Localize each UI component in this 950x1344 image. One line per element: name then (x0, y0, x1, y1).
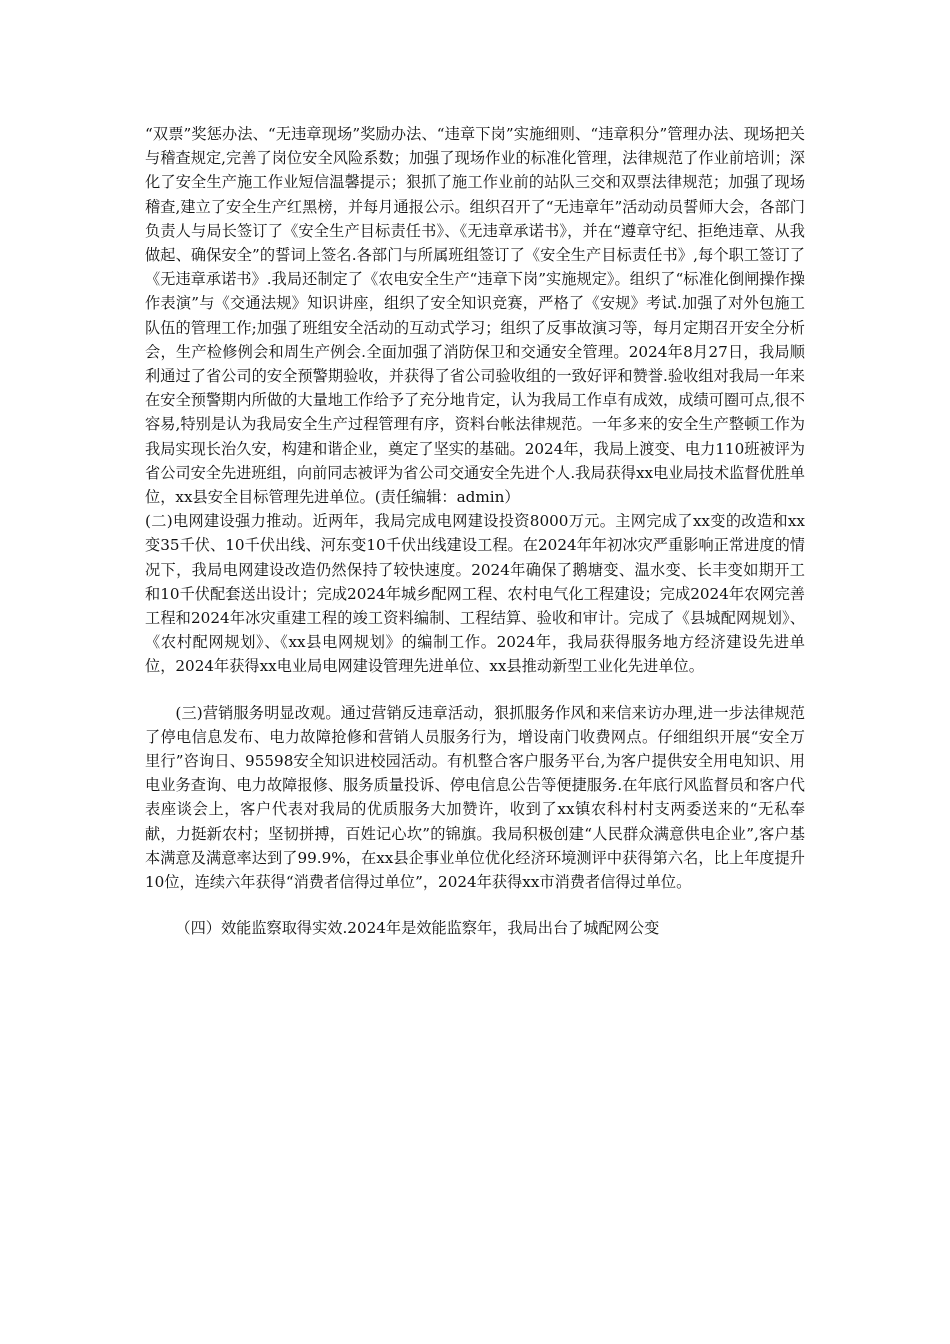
paragraph-marketing-service: (三)营销服务明显改观。通过营销反违章活动，狠抓服务作风和来信来访办理,进一步法律规范了停电信息发布、电力故障抢修和营销人员服务行为，增设南门收费网点。仔细组织开展“安全万里行”咨询日、95598安全知识进校园活动。有机整合客户服务平台,为客户提供安全用电知识、用电业务查询、电力故障报修、服务质量投诉、停电信息公告等便捷服务.在年底行风监督员和客户代表座谈会上，客户代表对我局的优质服务大加赞许，收到了xx镇农科村村支两委送来的“无私奉献，力挺新农村；坚韧拼搏，百姓记心坎”的锦旗。我局积极创建“人民群众满意供电企业”,客户基本满意及满意率达到了99.9%，在xx县企事业单位优化经济环境测评中获得第六名，比上年度提升10位，连续六年获得“消费者信得过单位”，2024年获得xx市消费者信得过单位。 (145, 703, 805, 892)
paragraph-gap (145, 894, 805, 916)
document-page (145, 122, 805, 941)
paragraph-efficiency-supervision: （四）效能监察取得实效.2024年是效能监察年，我局出台了城配网公变 (175, 919, 660, 938)
paragraph-gap (145, 679, 805, 701)
paragraph-safety-management: “双票”奖惩办法、“无违章现场”奖励办法、“违章下岗”实施细则、“违章积分”管理办法、现场把关与稽查规定,完善了岗位安全风险系数；加强了现场作业的标准化管理，法律规范了作业前培训；深化了安全生产施工作业短信温馨提示；狠抓了施工作业前的站队三交和双票法律规范；加强了现场稽查,建立了安全生产红黑榜，并每月通报公示。组织召开了“无违章年”活动动员誓师大会，各部门负责人与局长签订了《安全生产目标责任书》、《无违章承诺书》，并在“遵章守纪、拒绝违章、从我做起、确保安全”的誓词上签名.各部门与所属班组签订了《安全生产目标责任书》,每个职工签订了《无违章承诺书》.我局还制定了《农电安全生产“违章下岗”实施规定》。组织了“标准化倒闸操作操作表演”与《交通法规》知识讲座，组织了安全知识竞赛，严格了《安规》考试.加强了对外包施工队伍的管理工作;加强了班组安全活动的互动式学习；组织了反事故演习等，每月定期召开安全分析会，生产检修例会和周生产例会.全面加强了消防保卫和交通安全管理。2024年8月27日，我局顺利通过了省公司的安全预警期验收，并获得了省公司验收组的一致好评和赞誉.验收组对我局一年来在安全预警期内所做的大量地工作给予了充分地肯定，认为我局工作卓有成效，成绩可圈可点,很不容易,特别是认为我局安全生产过程管理有序，资料台帐法律规范。一年多来的安全生产整顿工作为我局实现长治久安，构建和谐企业，奠定了坚实的基础。2024年，我局上渡变、电力110班被评为省公司安全先进班组，向前同志被评为省公司交通安全先进个人.我局获得xx电业局技术监督优胜单位，xx县安全目标管理先进单位。(责任编辑：admin） (145, 125, 805, 507)
paragraph-grid-construction: (二)电网建设强力推动。近两年，我局完成电网建设投资8000万元。主网完成了xx变的改造和xx变35千伏、10千伏出线、河东变10千伏出线建设工程。在2024年年初冰灾严重影响正常进度的情况下，我局电网建设改造仍然保持了较快速度。2024年确保了鹅塘变、温水变、长丰变如期开工和10千伏配套送出设计；完成2024年城乡配网工程、农村电气化工程建设；完成2024年农网完善工程和2024年冰灾重建工程的竣工资料编制、工程结算、验收和审计。完成了《县城配网规划》、《农村配网规划》、《xx县电网规划》的编制工作。2024年，我局获得服务地方经济建设先进单位，2024年获得xx电业局电网建设管理先进单位、xx县推动新型工业化先进单位。 (145, 512, 805, 676)
